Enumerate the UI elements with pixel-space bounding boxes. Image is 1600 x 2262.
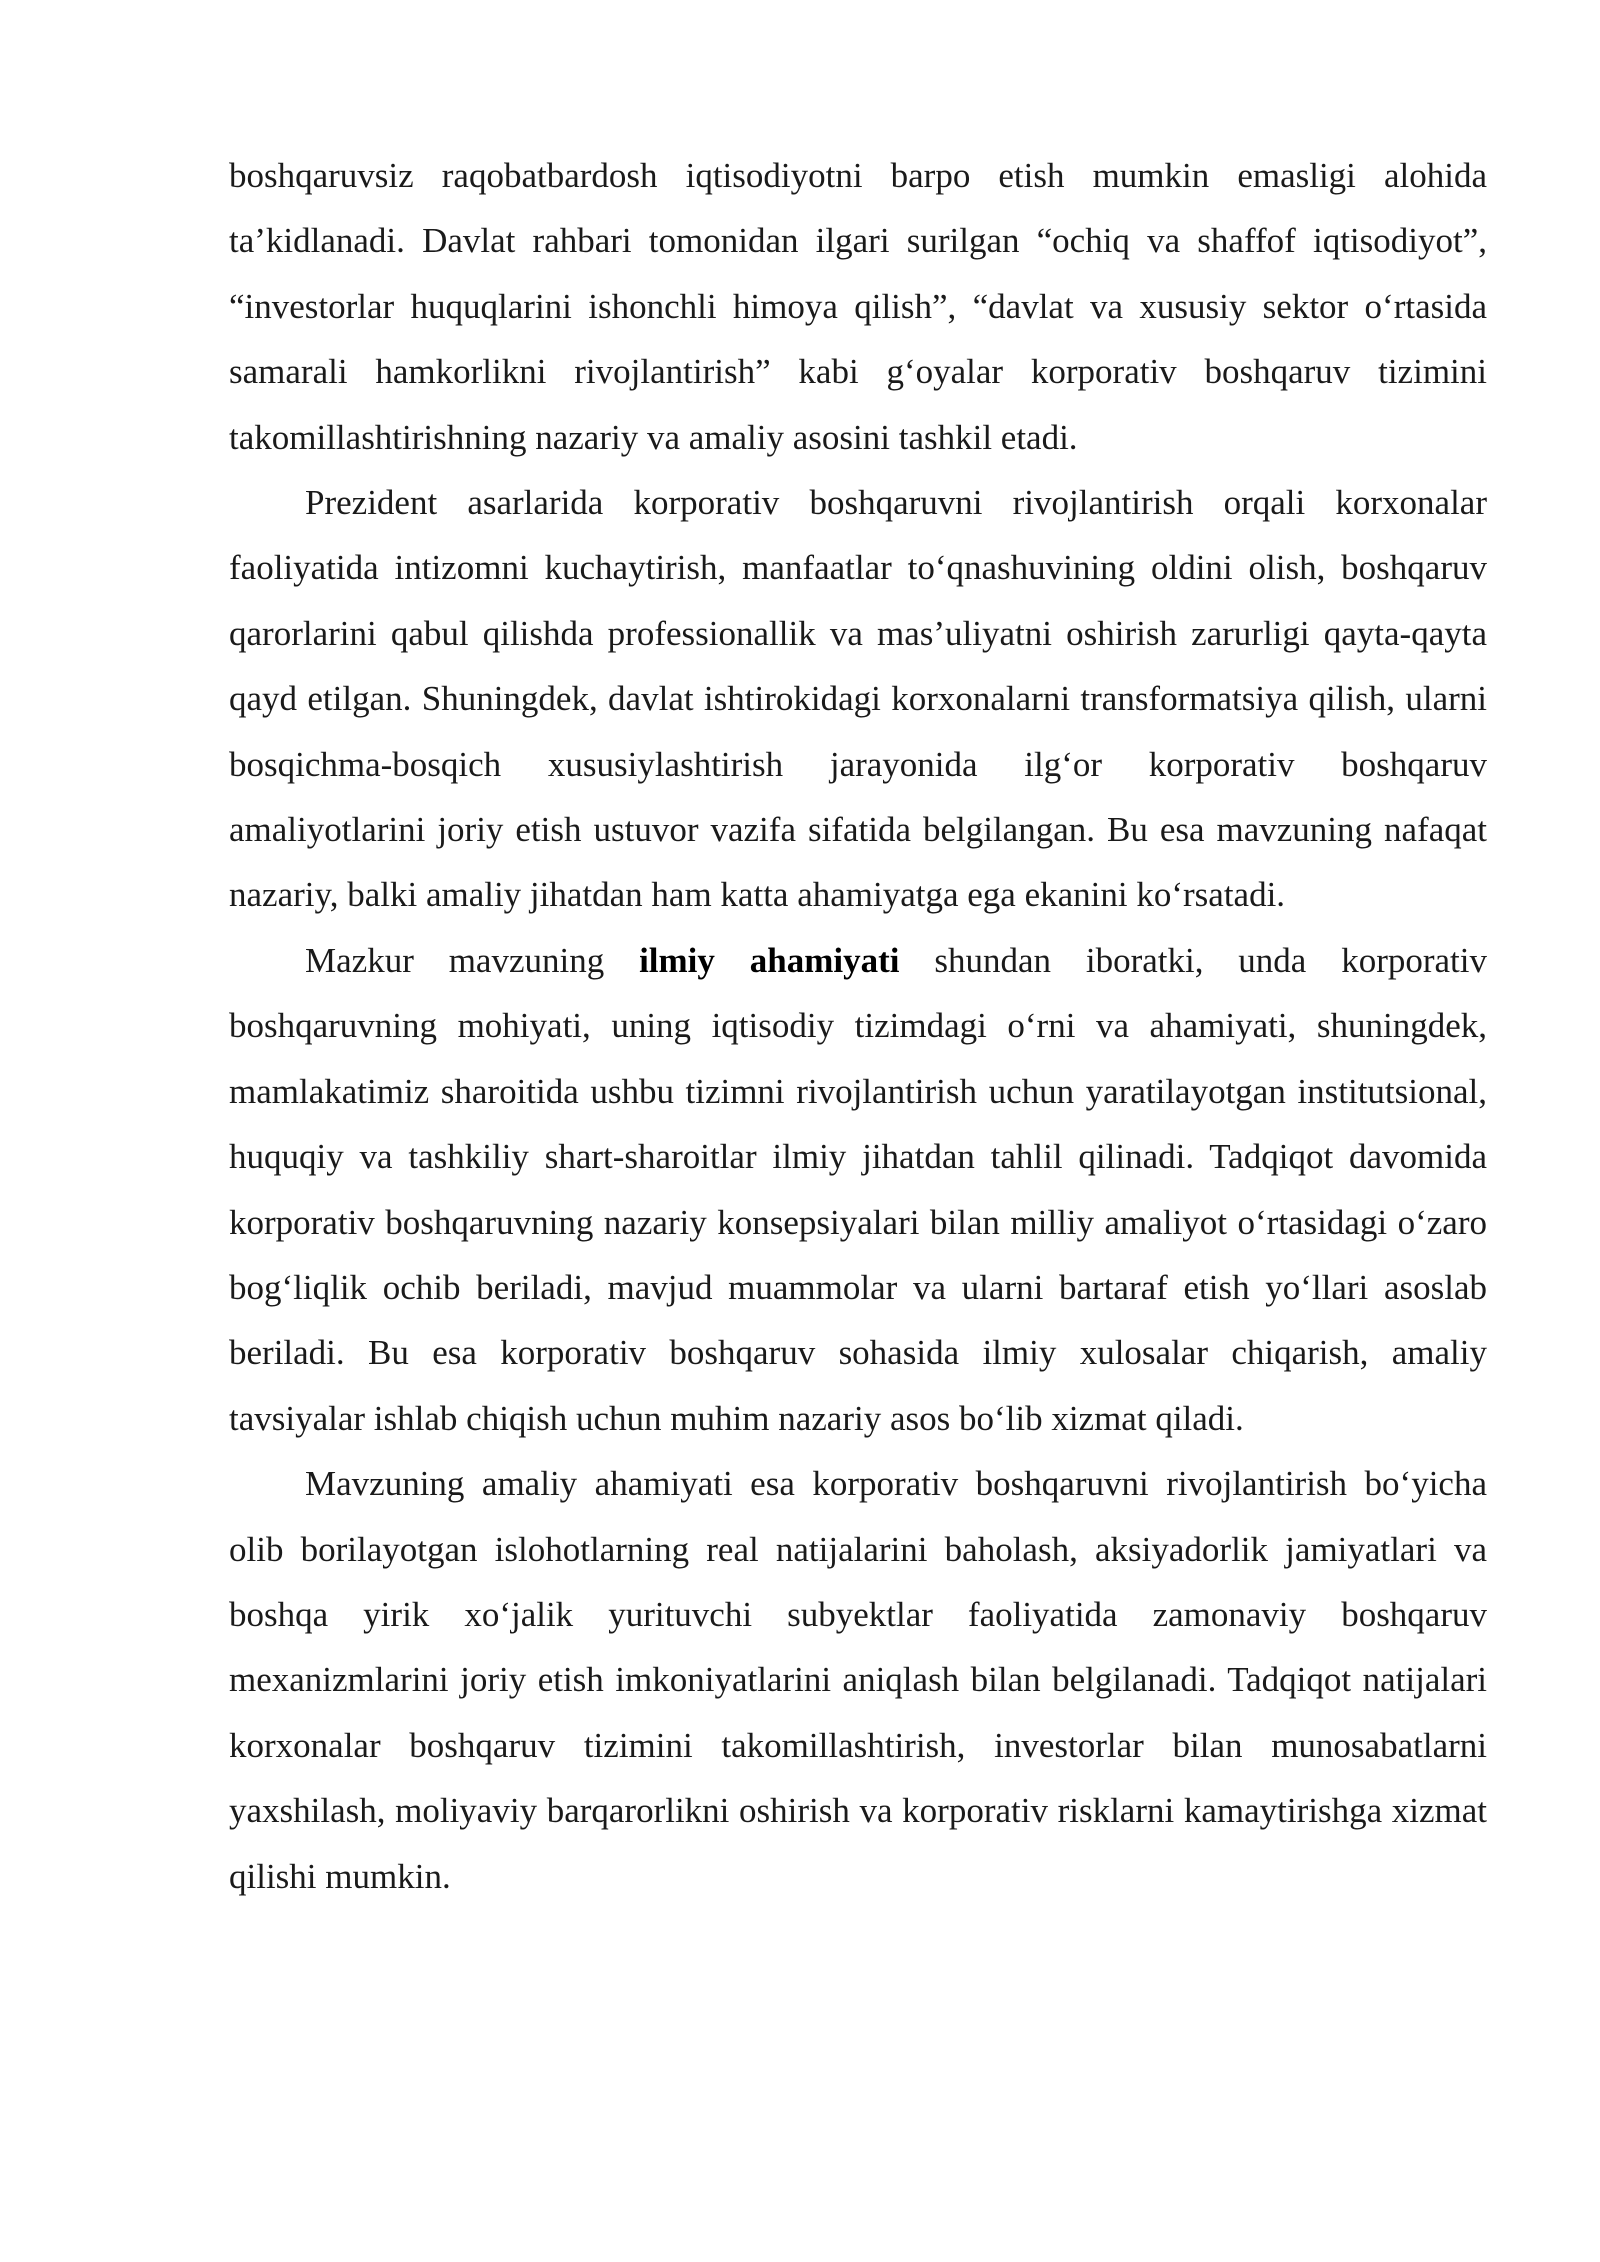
paragraph-2 <box>229 470 1487 928</box>
paragraph-3 <box>229 928 1487 1451</box>
document-body <box>229 143 1487 1909</box>
bold-term-ilmiy-ahamiyati: ilmiy ahamiyati <box>639 940 900 980</box>
paragraph-3-text-rest: shundan iboratki, unda korporativ boshqaruvning mohiyati, uning iqtisodiy tizimdagi o‘rni va ahamiyati, shuningdek, mamlakatimiz sharoitida ushbu tizimni rivojlantirish uchun yaratilayotgan institutsional, huquqiy va tashkiliy shart-sharoitlar ilmiy jihatdan tahlil qilinadi. Tadqiqot davomida korporativ boshqaruvning nazariy konsepsiyalari bilan milliy amaliyot o‘rtasidagi o‘zaro bog‘liqlik ochib beriladi, mavjud muammolar va ularni bartaraf etish yo‘llari asoslab beriladi. Bu esa korporativ boshqaruv sohasida ilmiy xulosalar chiqarish, amaliy tavsiyalar ishlab chiqish uchun muhim nazariy asos bo‘lib xizmat qiladi. <box>229 940 1487 1438</box>
paragraph-3-text-start: Mazkur mavzuning <box>305 940 640 980</box>
paragraph-1-text: boshqaruvsiz raqobatbardosh iqtisodiyotni barpo etish mumkin emasligi alohida ta’kidlanadi. Davlat rahbari tomonidan ilgari surilgan “ochiq va shaffof iqtisodiyot”, “investorlar huquqlarini ishonchli himoya qilish”, “davlat va xususiy sektor o‘rtasida samarali hamkorlikni rivojlantirish” kabi g‘oyalar korporativ boshqaruv tizimini takomillashtirishning nazariy va amaliy asosini tashkil etadi. <box>229 156 1487 457</box>
paragraph-4-text: Mavzuning amaliy ahamiyati esa korporativ boshqaruvni rivojlantirish bo‘yicha olib borilayotgan islohotlarning real natijalarini baholash, aksiyadorlik jamiyatlari va boshqa yirik xo‘jalik yurituvchi subyektlar faoliyatida zamonaviy boshqaruv mexanizmlarini joriy etish imkoniyatlarini aniqlash bilan belgilanadi. Tadqiqot natijalari korxonalar boshqaruv tizimini takomillashtirish, investorlar bilan munosabatlarni yaxshilash, moliyaviy barqarorlikni oshirish va korporativ risklarni kamaytirishga xizmat qilishi mumkin. <box>229 1464 1487 1896</box>
paragraph-2-text: Prezident asarlarida korporativ boshqaruvni rivojlantirish orqali korxonalar faoliyatida intizomni kuchaytirish, manfaatlar to‘qnashuvining oldini olish, boshqaruv qarorlarini qabul qilishda professionallik va mas’uliyatni oshirish zarurligi qayta-qayta qayd etilgan. Shuningdek, davlat ishtirokidagi korxonalarni transformatsiya qilish, ularni bosqichma-bosqich xususiylashtirish jarayonida ilg‘or korporativ boshqaruv amaliyotlarini joriy etish ustuvor vazifa sifatida belgilangan. Bu esa mavzuning nafaqat nazariy, balki amaliy jihatdan ham katta ahamiyatga ega ekanini ko‘rsatadi. <box>229 483 1487 915</box>
paragraph-1 <box>229 143 1487 470</box>
paragraph-4 <box>229 1451 1487 1909</box>
